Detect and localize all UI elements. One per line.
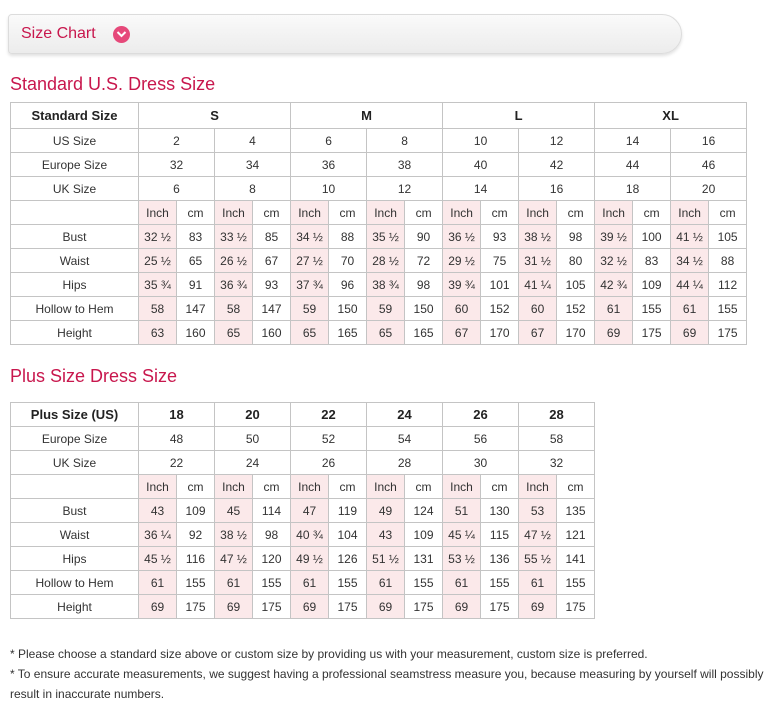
- uk-size-label: UK Size: [11, 177, 139, 201]
- bust-cm-value: 105: [709, 225, 747, 249]
- us-size-cell: 20: [215, 403, 291, 427]
- uk-size-cell: 16: [519, 177, 595, 201]
- height-inch-value: 69: [519, 595, 557, 619]
- hollow-to-hem-cm-value: 150: [329, 297, 367, 321]
- height-cm-value: 175: [177, 595, 215, 619]
- us-size-section-title: Standard U.S. Dress Size: [10, 74, 216, 94]
- height-cm-value: 170: [557, 321, 595, 345]
- waist-cm-value: 115: [481, 523, 519, 547]
- europe-size-cell: 42: [519, 153, 595, 177]
- hips-inch-value: 42 ¾: [595, 273, 633, 297]
- hips-cm-value: 112: [709, 273, 747, 297]
- waist-cm-value: 88: [709, 249, 747, 273]
- hollow-to-hem-cm-value: 155: [329, 571, 367, 595]
- unit-cm-header: cm: [177, 475, 215, 499]
- waist-cm-value: 80: [557, 249, 595, 273]
- hips-inch-value: 39 ¾: [443, 273, 481, 297]
- uk-size-cell: 10: [291, 177, 367, 201]
- europe-size-cell: 40: [443, 153, 519, 177]
- waist-inch-value: 25 ½: [139, 249, 177, 273]
- size-chart-notes: [10, 644, 772, 704]
- europe-size-label: Europe Size: [11, 153, 139, 177]
- hips-cm-value: 93: [253, 273, 291, 297]
- waist-cm-value: 75: [481, 249, 519, 273]
- bust-inch-value: 51: [443, 499, 481, 523]
- height-cm-value: 175: [405, 595, 443, 619]
- us-size-table: [10, 102, 747, 345]
- height-cm-value: 175: [709, 321, 747, 345]
- europe-size-cell: 48: [139, 427, 215, 451]
- bust-cm-value: 100: [633, 225, 671, 249]
- height-label: Height: [11, 321, 139, 345]
- hollow-to-hem-inch-value: 60: [519, 297, 557, 321]
- unit-inch-header: Inch: [671, 201, 709, 225]
- hollow-to-hem-inch-value: 61: [215, 571, 253, 595]
- waist-inch-value: 29 ½: [443, 249, 481, 273]
- bust-cm-value: 83: [177, 225, 215, 249]
- hips-cm-value: 141: [557, 547, 595, 571]
- height-cm-value: 175: [557, 595, 595, 619]
- height-cm-value: 175: [329, 595, 367, 619]
- hollow-to-hem-cm-value: 147: [253, 297, 291, 321]
- us-size-cell: 6: [291, 129, 367, 153]
- hips-inch-value: 51 ½: [367, 547, 405, 571]
- hips-cm-value: 120: [253, 547, 291, 571]
- waist-cm-value: 83: [633, 249, 671, 273]
- unit-inch-header: Inch: [215, 475, 253, 499]
- waist-inch-value: 32 ½: [595, 249, 633, 273]
- height-cm-value: 160: [253, 321, 291, 345]
- us-size-cell: 26: [443, 403, 519, 427]
- hips-cm-value: 101: [481, 273, 519, 297]
- unit-inch-header: Inch: [291, 201, 329, 225]
- uk-size-label: UK Size: [11, 451, 139, 475]
- height-inch-value: 65: [291, 321, 329, 345]
- hollow-to-hem-cm-value: 155: [633, 297, 671, 321]
- unit-inch-header: Inch: [367, 475, 405, 499]
- height-cm-value: 175: [481, 595, 519, 619]
- hips-cm-value: 98: [405, 273, 443, 297]
- hips-cm-value: 96: [329, 273, 367, 297]
- hollow-to-hem-inch-value: 58: [215, 297, 253, 321]
- uk-size-cell: 14: [443, 177, 519, 201]
- hollow-to-hem-inch-value: 61: [291, 571, 329, 595]
- unit-cm-header: cm: [329, 201, 367, 225]
- waist-cm-value: 98: [253, 523, 291, 547]
- uk-size-cell: 30: [443, 451, 519, 475]
- size-group-m: M: [291, 103, 443, 129]
- europe-size-cell: 36: [291, 153, 367, 177]
- europe-size-cell: 52: [291, 427, 367, 451]
- bust-inch-value: 34 ½: [291, 225, 329, 249]
- unit-inch-header: Inch: [139, 475, 177, 499]
- bust-inch-value: 38 ½: [519, 225, 557, 249]
- hips-cm-value: 105: [557, 273, 595, 297]
- bust-inch-value: 33 ½: [215, 225, 253, 249]
- unit-inch-header: Inch: [443, 475, 481, 499]
- unit-cm-header: cm: [481, 475, 519, 499]
- waist-cm-value: 109: [405, 523, 443, 547]
- size-chart-header[interactable]: [8, 14, 682, 54]
- waist-inch-value: 26 ½: [215, 249, 253, 273]
- hollow-to-hem-label: Hollow to Hem: [11, 571, 139, 595]
- waist-inch-value: 28 ½: [367, 249, 405, 273]
- height-cm-value: 175: [633, 321, 671, 345]
- hollow-to-hem-cm-value: 155: [481, 571, 519, 595]
- waist-label: Waist: [11, 523, 139, 547]
- waist-cm-value: 92: [177, 523, 215, 547]
- bust-inch-value: 41 ½: [671, 225, 709, 249]
- hollow-to-hem-cm-value: 155: [557, 571, 595, 595]
- waist-cm-value: 67: [253, 249, 291, 273]
- uk-size-cell: 32: [519, 451, 595, 475]
- hips-cm-value: 91: [177, 273, 215, 297]
- unit-cm-header: cm: [329, 475, 367, 499]
- uk-size-cell: 28: [367, 451, 443, 475]
- height-cm-value: 175: [253, 595, 291, 619]
- hips-inch-value: 55 ½: [519, 547, 557, 571]
- waist-inch-value: 47 ½: [519, 523, 557, 547]
- hips-inch-value: 38 ¾: [367, 273, 405, 297]
- hips-cm-value: 136: [481, 547, 519, 571]
- hollow-to-hem-cm-value: 155: [177, 571, 215, 595]
- bust-inch-value: 35 ½: [367, 225, 405, 249]
- europe-size-cell: 50: [215, 427, 291, 451]
- hollow-to-hem-cm-value: 152: [481, 297, 519, 321]
- bust-cm-value: 119: [329, 499, 367, 523]
- unit-cm-header: cm: [557, 475, 595, 499]
- waist-cm-value: 104: [329, 523, 367, 547]
- hollow-to-hem-inch-value: 61: [367, 571, 405, 595]
- size-group-s: S: [139, 103, 291, 129]
- hollow-to-hem-cm-value: 152: [557, 297, 595, 321]
- hollow-to-hem-cm-value: 147: [177, 297, 215, 321]
- unit-inch-header: Inch: [139, 201, 177, 225]
- height-inch-value: 69: [671, 321, 709, 345]
- hips-cm-value: 109: [633, 273, 671, 297]
- us-size-cell: 24: [367, 403, 443, 427]
- height-inch-value: 69: [139, 595, 177, 619]
- standard-size-header: Standard Size: [11, 103, 139, 129]
- bust-inch-value: 53: [519, 499, 557, 523]
- us-size-cell: 4: [215, 129, 291, 153]
- unit-inch-header: Inch: [443, 201, 481, 225]
- hollow-to-hem-inch-value: 59: [367, 297, 405, 321]
- hips-inch-value: 44 ¼: [671, 273, 709, 297]
- europe-size-cell: 34: [215, 153, 291, 177]
- bust-inch-value: 49: [367, 499, 405, 523]
- unit-cm-header: cm: [177, 201, 215, 225]
- height-inch-value: 69: [291, 595, 329, 619]
- europe-size-cell: 58: [519, 427, 595, 451]
- waist-cm-value: 70: [329, 249, 367, 273]
- size-group-l: L: [443, 103, 595, 129]
- bust-cm-value: 109: [177, 499, 215, 523]
- height-inch-value: 65: [367, 321, 405, 345]
- hollow-to-hem-inch-value: 61: [671, 297, 709, 321]
- height-inch-value: 65: [215, 321, 253, 345]
- uk-size-cell: 24: [215, 451, 291, 475]
- hips-inch-value: 41 ¼: [519, 273, 557, 297]
- unit-inch-header: Inch: [519, 475, 557, 499]
- waist-cm-value: 65: [177, 249, 215, 273]
- bust-cm-value: 124: [405, 499, 443, 523]
- hips-label: Hips: [11, 273, 139, 297]
- us-size-cell: 22: [291, 403, 367, 427]
- hollow-to-hem-inch-value: 61: [595, 297, 633, 321]
- height-inch-value: 69: [367, 595, 405, 619]
- height-inch-value: 69: [595, 321, 633, 345]
- height-inch-value: 69: [215, 595, 253, 619]
- unit-cm-header: cm: [557, 201, 595, 225]
- uk-size-cell: 6: [139, 177, 215, 201]
- us-size-cell: 14: [595, 129, 671, 153]
- hollow-to-hem-inch-value: 60: [443, 297, 481, 321]
- us-size-cell: 28: [519, 403, 595, 427]
- height-inch-value: 67: [519, 321, 557, 345]
- bust-cm-value: 88: [329, 225, 367, 249]
- waist-inch-value: 36 ¼: [139, 523, 177, 547]
- waist-inch-value: 34 ½: [671, 249, 709, 273]
- bust-cm-value: 93: [481, 225, 519, 249]
- us-size-cell: 10: [443, 129, 519, 153]
- bust-cm-value: 135: [557, 499, 595, 523]
- height-inch-value: 69: [443, 595, 481, 619]
- hollow-to-hem-inch-value: 59: [291, 297, 329, 321]
- hips-inch-value: 47 ½: [215, 547, 253, 571]
- hollow-to-hem-cm-value: 150: [405, 297, 443, 321]
- unit-cm-header: cm: [253, 475, 291, 499]
- bust-inch-value: 36 ½: [443, 225, 481, 249]
- us-size-cell: 18: [139, 403, 215, 427]
- hips-cm-value: 126: [329, 547, 367, 571]
- europe-size-cell: 56: [443, 427, 519, 451]
- bust-inch-value: 32 ½: [139, 225, 177, 249]
- hollow-to-hem-cm-value: 155: [405, 571, 443, 595]
- height-cm-value: 165: [329, 321, 367, 345]
- hips-inch-value: 36 ¾: [215, 273, 253, 297]
- bust-cm-value: 85: [253, 225, 291, 249]
- bust-label: Bust: [11, 225, 139, 249]
- unit-inch-header: Inch: [595, 201, 633, 225]
- chevron-down-icon[interactable]: [113, 26, 130, 43]
- waist-inch-value: 31 ½: [519, 249, 557, 273]
- hips-inch-value: 49 ½: [291, 547, 329, 571]
- unit-cm-header: cm: [709, 201, 747, 225]
- bust-cm-value: 130: [481, 499, 519, 523]
- waist-cm-value: 121: [557, 523, 595, 547]
- europe-size-cell: 54: [367, 427, 443, 451]
- unit-cm-header: cm: [633, 201, 671, 225]
- height-cm-value: 165: [405, 321, 443, 345]
- uk-size-cell: 22: [139, 451, 215, 475]
- waist-cm-value: 72: [405, 249, 443, 273]
- unit-inch-header: Inch: [367, 201, 405, 225]
- hollow-to-hem-inch-value: 58: [139, 297, 177, 321]
- plus-size-table: [10, 402, 595, 619]
- waist-inch-value: 40 ¾: [291, 523, 329, 547]
- bust-cm-value: 98: [557, 225, 595, 249]
- hips-label: Hips: [11, 547, 139, 571]
- plus-size-section-title: Plus Size Dress Size: [10, 366, 178, 386]
- size-group-xl: XL: [595, 103, 747, 129]
- hollow-to-hem-inch-value: 61: [519, 571, 557, 595]
- waist-label: Waist: [11, 249, 139, 273]
- us-size-cell: 2: [139, 129, 215, 153]
- hollow-to-hem-cm-value: 155: [253, 571, 291, 595]
- bust-label: Bust: [11, 499, 139, 523]
- europe-size-cell: 46: [671, 153, 747, 177]
- us-size-cell: 16: [671, 129, 747, 153]
- uk-size-cell: 8: [215, 177, 291, 201]
- empty-label-cell: [11, 201, 139, 225]
- hollow-to-hem-cm-value: 155: [709, 297, 747, 321]
- unit-cm-header: cm: [253, 201, 291, 225]
- unit-inch-header: Inch: [519, 201, 557, 225]
- us-size-cell: 12: [519, 129, 595, 153]
- hollow-to-hem-inch-value: 61: [139, 571, 177, 595]
- unit-cm-header: cm: [405, 201, 443, 225]
- bust-cm-value: 90: [405, 225, 443, 249]
- note-standard-or-custom: * Please choose a standard size above or custom size by providing us with your measurement, custom size is preferred.: [10, 647, 648, 661]
- plus-size-header: Plus Size (US): [11, 403, 139, 427]
- uk-size-cell: 26: [291, 451, 367, 475]
- hips-inch-value: 37 ¾: [291, 273, 329, 297]
- unit-inch-header: Inch: [215, 201, 253, 225]
- hollow-to-hem-inch-value: 61: [443, 571, 481, 595]
- hollow-to-hem-label: Hollow to Hem: [11, 297, 139, 321]
- uk-size-cell: 20: [671, 177, 747, 201]
- unit-cm-header: cm: [405, 475, 443, 499]
- uk-size-cell: 18: [595, 177, 671, 201]
- bust-inch-value: 39 ½: [595, 225, 633, 249]
- height-inch-value: 63: [139, 321, 177, 345]
- waist-inch-value: 43: [367, 523, 405, 547]
- europe-size-cell: 38: [367, 153, 443, 177]
- hips-cm-value: 116: [177, 547, 215, 571]
- waist-inch-value: 45 ¼: [443, 523, 481, 547]
- uk-size-cell: 12: [367, 177, 443, 201]
- height-cm-value: 160: [177, 321, 215, 345]
- unit-cm-header: cm: [481, 201, 519, 225]
- hips-inch-value: 53 ½: [443, 547, 481, 571]
- europe-size-label: Europe Size: [11, 427, 139, 451]
- bust-cm-value: 114: [253, 499, 291, 523]
- height-cm-value: 170: [481, 321, 519, 345]
- note-professional-measure: * To ensure accurate measurements, we suggest having a professional seamstress measure you, because measuring by yourself will possibly result in inaccurate numbers.: [10, 667, 764, 701]
- europe-size-cell: 32: [139, 153, 215, 177]
- bust-inch-value: 47: [291, 499, 329, 523]
- height-inch-value: 67: [443, 321, 481, 345]
- unit-inch-header: Inch: [291, 475, 329, 499]
- waist-inch-value: 27 ½: [291, 249, 329, 273]
- us-size-cell: 8: [367, 129, 443, 153]
- height-label: Height: [11, 595, 139, 619]
- waist-inch-value: 38 ½: [215, 523, 253, 547]
- size-chart-title[interactable]: Size Chart: [21, 25, 96, 42]
- bust-inch-value: 43: [139, 499, 177, 523]
- bust-inch-value: 45: [215, 499, 253, 523]
- hips-inch-value: 45 ½: [139, 547, 177, 571]
- hips-cm-value: 131: [405, 547, 443, 571]
- europe-size-cell: 44: [595, 153, 671, 177]
- empty-label-cell: [11, 475, 139, 499]
- hips-inch-value: 35 ¾: [139, 273, 177, 297]
- us-size-label: US Size: [11, 129, 139, 153]
